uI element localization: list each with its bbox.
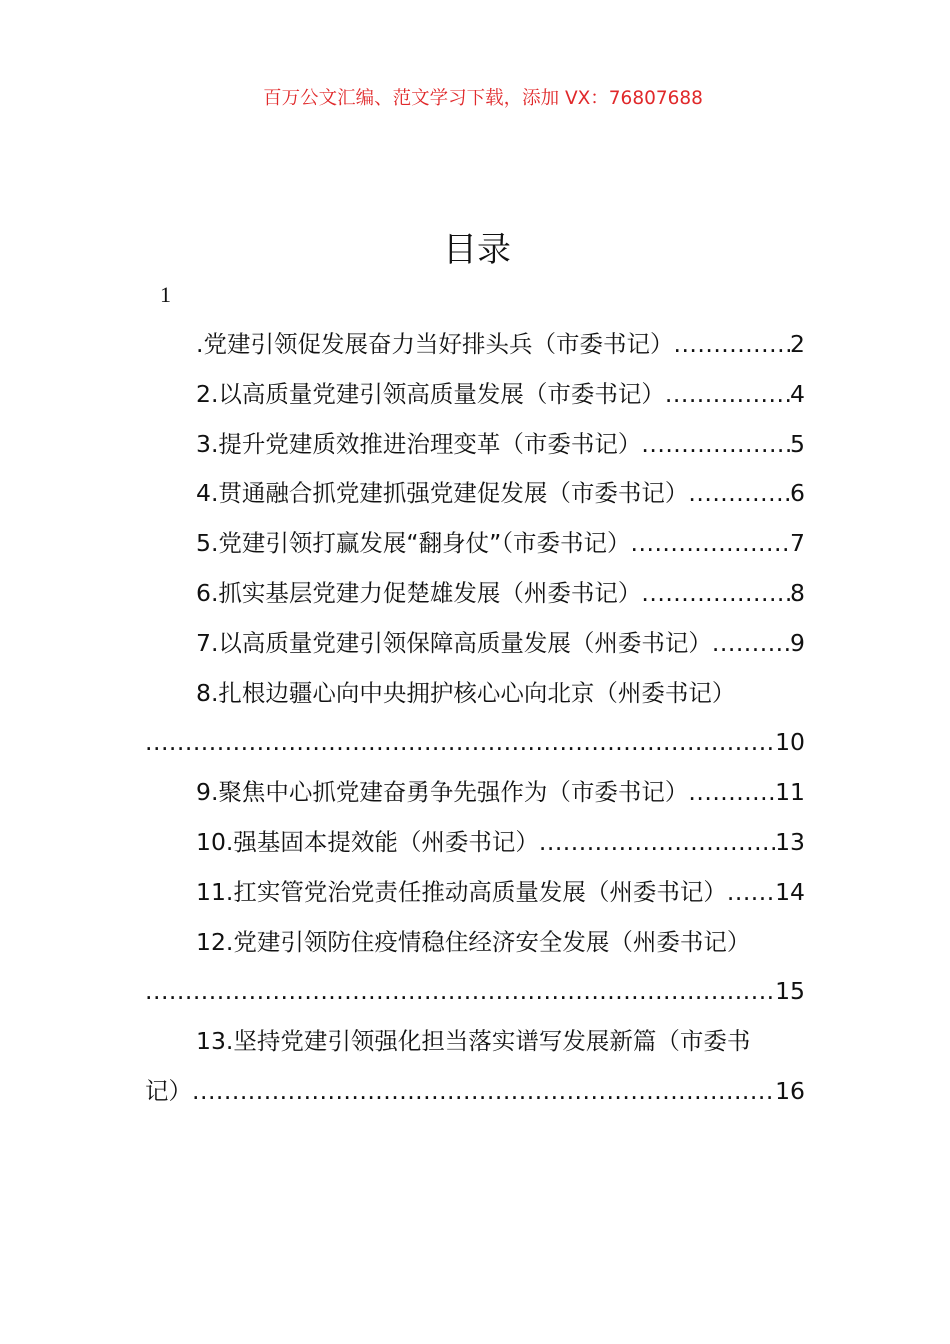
toc-entry[interactable] (145, 818, 805, 868)
dot-leader (688, 768, 775, 818)
toc-entry-title: 11.扛实管党治党责任推动高质量发展（州委书记） (196, 877, 727, 906)
dot-leader (673, 320, 790, 370)
toc-entry[interactable] (145, 519, 805, 569)
toc-entry-page: 11 (775, 778, 805, 807)
dot-leader (727, 868, 775, 918)
dot-leader (539, 818, 775, 868)
toc-entry-title: 13.坚持党建引领强化担当落实谱写发展新篇（市委书 (196, 1027, 751, 1056)
toc-entry-title: 7.以高质量党建引领保障高质量发展（州委书记） (196, 628, 712, 657)
toc-entry[interactable] (145, 918, 805, 1018)
dot-leader (631, 519, 791, 569)
toc-entry-page: 13 (775, 827, 805, 856)
toc-entry-page: 15 (775, 977, 805, 1006)
toc-entry-page: 16 (775, 1076, 805, 1105)
toc-entry-page: 9 (790, 628, 805, 657)
table-of-contents (145, 320, 805, 1117)
toc-entry-title: 5.党建引领打赢发展“翻身仗”（市委书记） (196, 529, 631, 558)
toc-entry-title: 3.提升党建质效推进治理变革（市委书记） (196, 429, 642, 458)
toc-entry[interactable] (145, 469, 805, 519)
toc-entry-page: 6 (790, 479, 805, 508)
toc-entry[interactable] (145, 868, 805, 918)
toc-entry-page: 7 (790, 529, 805, 558)
toc-entry-page: 10 (775, 728, 805, 757)
dot-leader (712, 619, 790, 669)
toc-entry-title: 8.扎根边疆心向中央拥护核心心向北京（州委书记） (196, 678, 736, 707)
toc-entry-title: 6.抓实基层党建力促楚雄发展（州委书记） (196, 578, 642, 607)
toc-entry[interactable] (145, 420, 805, 470)
dot-leader (688, 469, 790, 519)
dot-leader (145, 718, 775, 768)
leading-number: 1 (160, 282, 171, 307)
toc-entry-title-continued: 记） (145, 1076, 192, 1105)
toc-entry-title: 12.党建引领防住疫情稳住经济安全发展（州委书记） (196, 927, 751, 956)
toc-entry[interactable] (145, 320, 805, 370)
dot-leader (192, 1067, 775, 1117)
page-title: 目录 (443, 230, 511, 270)
toc-entry[interactable] (145, 1017, 805, 1117)
toc-entry-title: .党建引领促发展奋力当好排头兵（市委书记） (196, 330, 674, 358)
toc-entry-page: 2 (790, 330, 805, 358)
toc-entry-title: 9.聚焦中心抓党建奋勇争先强作为（市委书记） (196, 778, 689, 807)
toc-entry[interactable] (145, 370, 805, 420)
toc-entry-title: 4.贯通融合抓党建抓强党建促发展（市委书记） (196, 479, 689, 508)
toc-entry-page: 4 (790, 379, 805, 408)
watermark-header: 百万公文汇编、范文学习下载，添加 VX：76807688 (263, 88, 703, 109)
toc-entry[interactable] (145, 768, 805, 818)
toc-entry-page: 14 (775, 877, 805, 906)
toc-entry[interactable] (145, 569, 805, 619)
dot-leader (145, 967, 775, 1017)
toc-entry[interactable] (145, 669, 805, 769)
toc-entry-title: 10.强基固本提效能（州委书记） (196, 827, 539, 856)
toc-entry-title: 2.以高质量党建引领高质量发展（市委书记） (196, 379, 665, 408)
toc-entry[interactable] (145, 619, 805, 669)
toc-entry-page: 8 (790, 578, 805, 607)
dot-leader (641, 420, 790, 470)
dot-leader (665, 370, 790, 420)
toc-entry-page: 5 (790, 429, 805, 458)
dot-leader (641, 569, 790, 619)
